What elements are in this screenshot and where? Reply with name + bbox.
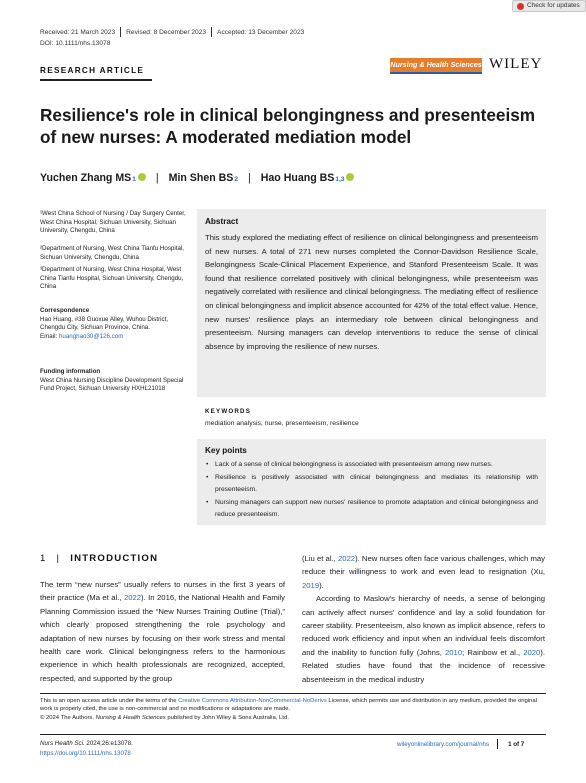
article-type-underline [40,79,152,81]
body-text: ). [319,580,324,590]
author-separator: | [248,172,251,184]
author-name[interactable]: Min Shen BS [168,172,234,184]
key-point-item: • Resilience is positively associated with clinical belongingness and mediates its relationship with presenteeism. [205,472,538,497]
abstract-text: This study explored the mediating effect of resilience on clinical belongingness and presenteeism of new nurses. A total of 271 new nurses completed the Connor-Davidson Resilience Scale, Belongingness Scale-Clinical Placement Experience, and Stanford Presenteeism Scale. It was found that resilience correlated positively with clinical belongingness, while presenteeism was negatively correlated with resilience and clinical belongingness. The mediating effect of resilience on clinical belongingness and implicit absence accounted for 42% of the total effect value. Hence, new nurses' resilience plays an intermediary role between clinical belongingness and presenteeism. Nursing managers can develop interventions to reduce the sense of clinical absence by improving the resilience of new nurses. [205,233,538,351]
author-affiliation-mark: 1 [132,176,136,183]
orcid-icon[interactable] [138,173,146,181]
author-name[interactable]: Yuchen Zhang MS [40,172,132,184]
keywords-list: mediation analysis, nurse, presenteeism, resilience [205,420,359,427]
license-body: License, which permits use and distribution in any medium, provided the original work is properly cited, the use is non-commercial and no modifications or adaptations are made. [40,698,538,713]
abstract-heading: Abstract [205,217,239,226]
author-list [40,172,354,184]
email-link[interactable]: huanghao30@126.com [58,332,124,340]
article-title: Resilience's role in clinical belongingness and presenteeism of new nurses: A moderated mediation model [40,105,536,147]
key-points-heading: Key points [205,446,247,455]
funding-block [40,368,186,394]
section-title: INTRODUCTION [70,553,159,564]
author-affiliation-mark: 1,3 [335,176,345,183]
copyright-text: © 2024 The Authors. [40,714,96,721]
citation-line [40,739,133,749]
body-text: ). In 2016, the National Health and Family Planning Commission issued the “New Nurses Training Outline (Trial),” which clearly proposed strengthening the role psychology and adaptation of new nurses by focusing on their work stress and mental health care work. Clinical belongingness refers to the harmonious experience in which health professionals are recognized, accepted, respected, and supported by the group [40,593,285,683]
page-number: 1 of 7 [508,740,525,748]
journal-url-link[interactable]: wileyonlinelibrary.com/journal/nhs [397,740,490,748]
footer-journal [397,739,524,749]
accepted-date: Accepted: 13 December 2023 [217,28,305,36]
section-separator: | [56,553,61,564]
intro-paragraph [302,552,545,592]
intro-paragraph [302,592,545,686]
article-type: RESEARCH ARTICLE [40,66,145,75]
intro-left-column [40,578,285,685]
keywords-heading: KEYWORDS [205,408,252,415]
check-updates-icon [517,3,524,10]
correspondence-address: Hao Huang, #38 Guoxue Alley, Wuhou District, Chengdu City, Sichuan Province, China. [40,315,169,332]
body-text: ). New nurses often face various challenges, which may reduce their willingness to work and even lead to resignation (Xu, [302,554,545,577]
citation-volume: 2024;26:e13078. [84,740,133,747]
copyright-line [40,714,546,722]
citation-link[interactable]: 2019 [302,580,320,590]
correspondence-email [40,333,186,342]
received-date: Received: 21 March 2023 [40,28,116,36]
body-text: According to Maslow's hierarchy of needs, a sense of belonging can actively affect nurses' confidence and lay a solid foundation for career stability. Presenteeism, also known as implicit absence, refers to reduced work efficiency and input when an individual feels discomfort and the inability to function fully (Johns, [302,594,545,657]
license-link[interactable]: Creative Commons Attribution-NonCommercial-NoDerivs [178,698,327,704]
section-number: 1 [40,553,47,564]
citation-link[interactable]: 2022 [337,554,356,563]
footer-separator [497,739,498,749]
citation-link[interactable]: 2010 [445,647,463,657]
license-notice [40,697,546,722]
citation-journal: Nurs Health Sci. [40,740,85,747]
citation-link[interactable]: 2022 [123,593,142,603]
copyright-journal: Nursing & Health Sciences [95,714,166,721]
key-point-item: • Nursing managers can support new nurses' resilience to promote adaptation and clinical belongingness and reduce presenteeism. [205,497,538,522]
email-label: Email: [40,332,58,340]
article-doi: DOI: 10.1111/nhs.13078 [40,40,111,47]
key-point-item: • Lack of a sense of clinical belongingness is associated with presenteeism among new nurses. [205,459,538,472]
body-text: ). Related studies have found that the incidence of recessive absenteeism in the medical industry [302,647,545,684]
author-separator: | [155,172,159,184]
copyright-text: published by John Wiley & Sons Australia, Ltd. [165,714,289,721]
date-separator [211,27,212,37]
correspondence-heading: Correspondence [40,307,90,314]
footer-divider [40,734,546,735]
intro-right-column [302,552,545,686]
affiliation-3: ³Department of Nursing, West China Hospital, West China Tianfu Hospital, Sichuan University, Chengdu, China [40,266,184,291]
key-points-list [205,459,538,522]
orcid-icon[interactable] [346,173,354,181]
correspondence-block [40,307,186,341]
license-text [40,697,546,714]
intro-paragraph [40,578,285,685]
revised-date: Revised: 8 December 2023 [126,28,207,36]
doi-link[interactable]: https://doi.org/10.1111/nhs.13078 [40,749,131,757]
date-separator [120,27,121,37]
footer-citation [40,739,133,758]
article-dates [40,27,304,37]
publisher-logo: WILEY [489,56,543,72]
citation-link[interactable]: 2020 [523,647,541,657]
funding-text: West China Nursing Discipline Development Special Fund Project, Sichuan University HXHL21018 [40,376,184,393]
check-updates-label: Check for updates [527,2,580,9]
body-text: The term “new nurses” usually refers to nurses in the first 3 years of their practice (Ma et al., [40,580,285,603]
license-body: This is an open access article under the terms of the [40,698,179,704]
author-affiliation-mark: 2 [234,176,238,183]
affiliation-2: ²Department of Nursing, West China Tianfu Hospital, Sichuan University, Chengdu, China [40,245,184,261]
author-name[interactable]: Hao Huang BS [260,172,335,184]
affiliation-1: ¹West China School of Nursing / Day Surgery Center, West China Hospital, Sichuan University, Sichuan University, Chengdu, China [40,210,186,235]
check-for-updates-badge[interactable] [512,0,586,12]
section-heading [40,553,158,564]
journal-logo: Nursing & Health Sciences [390,58,482,74]
funding-heading: Funding information [40,368,101,375]
body-text: (Liu et al., [302,554,338,563]
license-divider [40,693,546,694]
body-text: ; Rainbow et al., [462,647,524,657]
